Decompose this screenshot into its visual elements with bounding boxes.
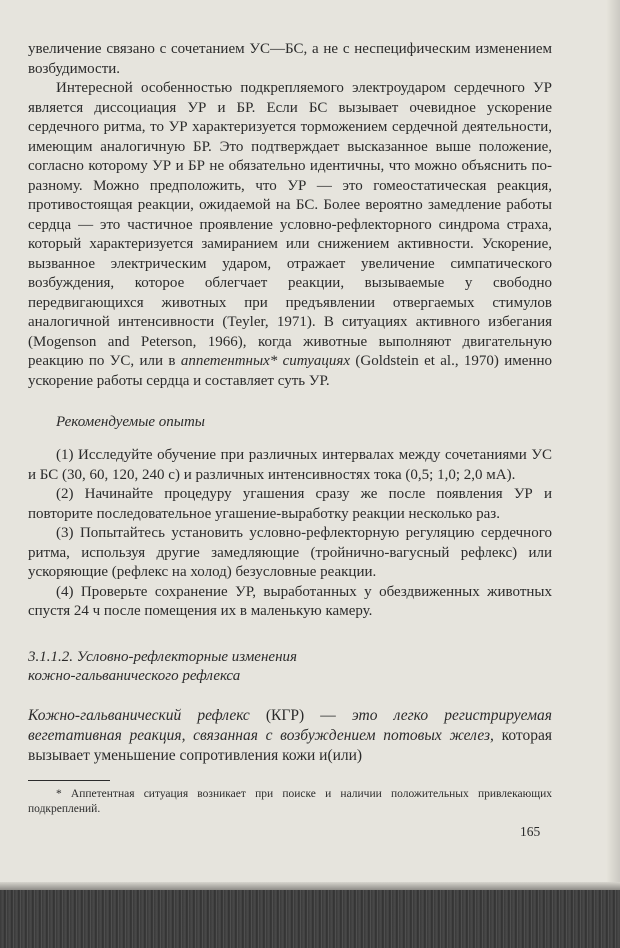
section-heading [28, 648, 552, 686]
section-heading-line-2: кожно-гальванического рефлекса [28, 667, 241, 684]
footnote-divider [28, 780, 110, 781]
paragraph-2-text-a: Интересной особенностью подкрепляемого электроударом сердечного УР является диссоциация УР и БР. Если БС вызывает очевидное ускорение сердечного ритма, то УР характеризуется торможением сердечной деятельности, имеющим аналогичную БР. Это подтверждает высказанное выше положение, согласно которому УР и БР не обязательно идентичны, что можно объяснить по-разному. Можно предположить, что УР — это гомеостатическая реакция, противостоящая реакции, ожидаемой на БС. Более вероятно замедление работы сердца — это частичное проявление условно-рефлекторного синдрома страха, который характеризуется замиранием или снижением активности. Ускорение, вызванное электрическим ударом, отражает увеличение симпатического возбуждения, которое облегчает реакции, вызываемые у свободно передвигающихся животных при предъявлении отвергаемых стимулов аналогичной интенсивности (Teyler, 1971). В ситуациях активного избегания (Mogenson and Peterson, 1966), когда животные выполняют двигательную реакцию по УС, или в [28, 80, 552, 369]
recommended-item-4: (4) Проверьте сохранение УР, выработанных у обездвиженных животных спустя 24 ч после помещения их в маленькую камеру. [28, 583, 552, 619]
text-column [28, 40, 552, 817]
page-shadow [606, 0, 620, 890]
recommended-heading: Рекомендуемые опыты [56, 414, 205, 430]
page-bottom-edge [0, 882, 620, 890]
paragraph-2-italic: аппетентных* ситуациях [180, 353, 351, 369]
recommended-item-2: (2) Начинайте процедуру угашения сразу же после появления УР и повторите последовательное угашение-выработку реакции несколько раз. [28, 486, 552, 522]
definition-abbrev: (КГР) — [249, 706, 352, 724]
paragraph-1: увеличение связано с сочетанием УС—БС, а не с неспецифическим изменением возбудимости. [28, 41, 552, 77]
definition-italic-text: это легко регистрируемая вегетативная реакция, связанная с возбуждением потовых желез, [28, 706, 552, 744]
book-edge [0, 890, 620, 948]
paragraph-2-text-b: (Goldstein et al., 1970) именно ускорение работы сердца и составляет суть УР. [28, 353, 553, 389]
recommended-item-3: (3) Попытайтесь установить условно-рефлекторную регуляцию сердечного ритма, используя другие замедляющие (тройнично-вагусный рефлекс) или ускоряющие (рефлекс на холод) безусловные реакции. [28, 525, 552, 580]
paragraph-2 [28, 79, 552, 391]
section-heading-line-1: 3.1.1.2. Условно-рефлекторные изменения [28, 648, 297, 665]
definition-paragraph [28, 706, 552, 766]
definition-tail: которая вызывает уменьшение сопротивления кожи и(или) [28, 726, 552, 764]
footnote: * Аппетентная ситуация возникает при поиске и наличии положительных привлекающих подкреплений. [28, 787, 552, 815]
definition-term: Кожно-гальванический рефлекс [28, 706, 250, 724]
page-number: 165 [520, 824, 541, 839]
recommended-item-1: (1) Исследуйте обучение при различных интервалах между сочетаниями УС и БС (30, 60, 120, 240 с) и различных интенсивностях тока (0,5; 1,0; 2,0 мА). [28, 447, 552, 483]
